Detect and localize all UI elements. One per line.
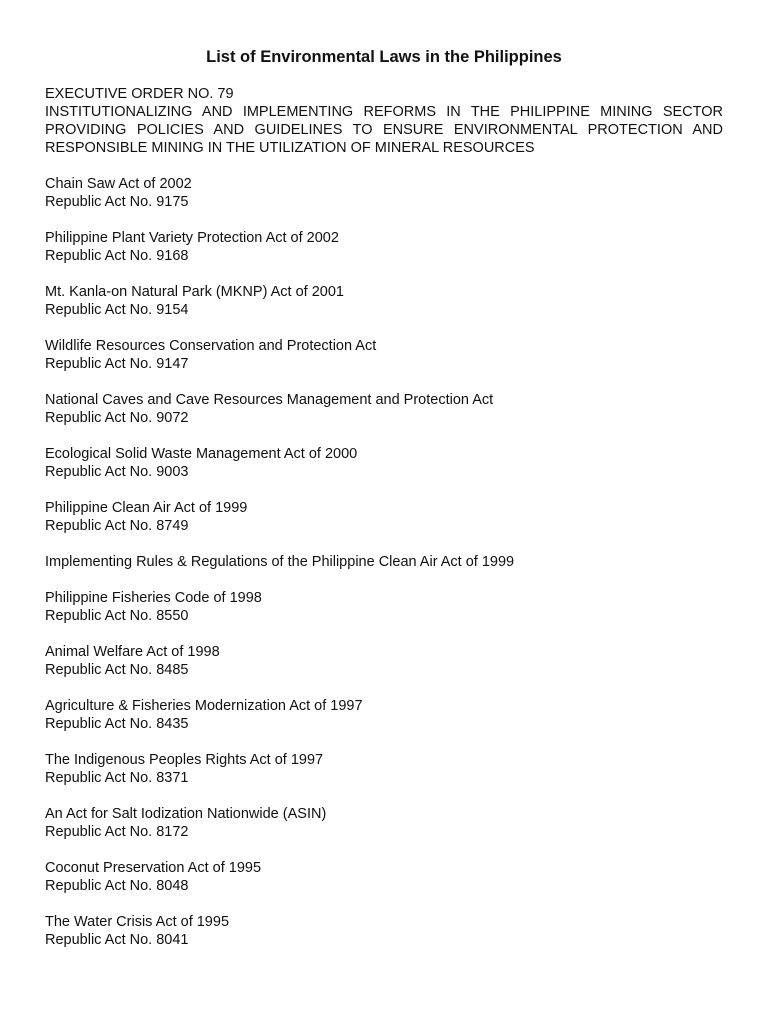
law-item	[45, 859, 723, 895]
law-item	[45, 589, 723, 625]
document-title: List of Environmental Laws in the Philippines	[206, 48, 562, 66]
law-name: Philippine Clean Air Act of 1999	[45, 500, 248, 516]
law-number: Republic Act No. 8749	[45, 518, 189, 534]
law-number: Republic Act No. 9168	[45, 248, 189, 264]
law-name: Animal Welfare Act of 1998	[45, 644, 220, 660]
law-number: Republic Act No. 8485	[45, 662, 189, 678]
law-number: Republic Act No. 8048	[45, 878, 189, 894]
law-number: Republic Act No. 8371	[45, 770, 189, 786]
law-item	[45, 337, 723, 373]
law-number: Republic Act No. 9072	[45, 410, 189, 426]
law-name: Chain Saw Act of 2002	[45, 176, 192, 192]
law-item	[45, 913, 723, 949]
law-name: Coconut Preservation Act of 1995	[45, 860, 262, 876]
law-list	[45, 175, 723, 949]
law-item	[45, 445, 723, 481]
law-item	[45, 283, 723, 319]
law-name: Ecological Solid Waste Management Act of 2000	[45, 446, 358, 462]
law-item	[45, 643, 723, 679]
law-name: An Act for Salt Iodization Nationwide (ASIN)	[45, 806, 327, 822]
document-page	[45, 46, 723, 967]
law-number: Republic Act No. 9147	[45, 356, 189, 372]
law-name: Implementing Rules & Regulations of the Philippine Clean Air Act of 1999	[45, 554, 515, 570]
executive-order-block	[45, 85, 723, 157]
law-number: Republic Act No. 9154	[45, 302, 189, 318]
law-number: Republic Act No. 8172	[45, 824, 189, 840]
law-item	[45, 175, 723, 211]
law-name: Philippine Fisheries Code of 1998	[45, 590, 262, 606]
law-item	[45, 751, 723, 787]
law-name: Wildlife Resources Conservation and Protection Act	[45, 338, 377, 354]
executive-order-number: EXECUTIVE ORDER NO. 79	[45, 86, 234, 102]
law-name: The Indigenous Peoples Rights Act of 1997	[45, 752, 324, 768]
law-number: Republic Act No. 9175	[45, 194, 189, 210]
law-number: Republic Act No. 9003	[45, 464, 189, 480]
executive-order-description: INSTITUTIONALIZING AND IMPLEMENTING REFORMS IN THE PHILIPPINE MINING SECTOR PROVIDING POLICIES AND GUIDELINES TO ENSURE ENVIRONMENTAL PROTECTION AND RESPONSIBLE MINING IN THE UTILIZATION OF MINERAL RESOURCES	[45, 104, 723, 156]
law-name: Mt. Kanla-on Natural Park (MKNP) Act of 2001	[45, 284, 344, 300]
law-item	[45, 229, 723, 265]
law-item	[45, 697, 723, 733]
law-name: Agriculture & Fisheries Modernization Act of 1997	[45, 698, 363, 714]
law-number: Republic Act No. 8041	[45, 932, 189, 948]
law-item	[45, 805, 723, 841]
law-name: The Water Crisis Act of 1995	[45, 914, 230, 930]
law-item	[45, 499, 723, 535]
law-name: Philippine Plant Variety Protection Act of 2002	[45, 230, 339, 246]
law-item	[45, 553, 723, 571]
law-item	[45, 391, 723, 427]
law-number: Republic Act No. 8435	[45, 716, 189, 732]
law-number: Republic Act No. 8550	[45, 608, 189, 624]
law-name: National Caves and Cave Resources Management and Protection Act	[45, 392, 494, 408]
